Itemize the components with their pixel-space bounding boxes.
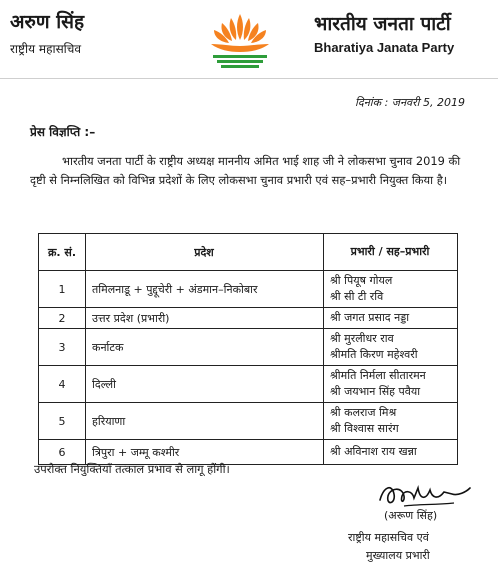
signatory-name: (अरूण सिंह) <box>384 509 438 522</box>
row-number: 1 <box>39 271 86 308</box>
table-row <box>39 308 458 329</box>
letterhead-left <box>10 10 84 57</box>
row-state: तमिलनाडू + पुद्दूचेरी + अंडमान–निकोबार <box>86 271 324 308</box>
row-number: 3 <box>39 329 86 366</box>
signatory-designation-2: मुख्यालय प्रभारी <box>366 549 430 562</box>
table-row <box>39 366 458 403</box>
incharge-name: श्री अविनाश राय खन्ना <box>330 445 417 458</box>
letterhead-right <box>314 12 454 55</box>
row-state: दिल्ली <box>86 366 324 403</box>
sender-designation: राष्ट्रीय महासचिव <box>10 42 82 56</box>
header-incharge: प्रभारी / सह–प्रभारी <box>324 234 458 271</box>
table-row <box>39 403 458 440</box>
handwritten-signature <box>374 478 474 512</box>
body-paragraph: भारतीय जनता पार्टी के राष्ट्रीय अध्यक्ष माननीय अमित भाई शाह जी ने लोकसभा चुनाव 2019 की दृष्टी से निम्नलिखित को विभिन्न प्रदेशों के लिए लोकसभा चुनाव प्रभारी एवं सह–प्रभारी नियुक्त किया है। <box>30 154 461 187</box>
header-state: प्रदेश <box>86 234 324 271</box>
row-incharge <box>324 271 458 308</box>
bjp-lotus-logo-icon <box>205 8 275 70</box>
row-state: हरियाणा <box>86 403 324 440</box>
party-name-english: Bharatiya Janata Party <box>314 40 455 55</box>
row-incharge <box>324 308 458 329</box>
incharge-name: श्रीमति निर्मला सीतारमन <box>330 369 426 382</box>
incharge-name: श्री पियूष गोयल <box>330 274 393 287</box>
row-incharge <box>324 329 458 366</box>
incharge-name: श्री कलराज मिश्र <box>330 406 397 419</box>
row-incharge <box>324 440 458 465</box>
press-release-title: प्रेस विज्ञप्ति :– <box>30 125 96 139</box>
header-serial-number: क्र. सं. <box>39 234 86 271</box>
row-number: 4 <box>39 366 86 403</box>
effective-note: उपरोक्त नियुक्तियाँ तत्काल प्रभाव से लागू होंगी। <box>34 462 230 476</box>
row-state: कर्नाटक <box>86 329 324 366</box>
row-number: 2 <box>39 308 86 329</box>
row-incharge <box>324 366 458 403</box>
incharge-name: श्री विश्वास सारंग <box>330 422 399 435</box>
row-number: 6 <box>39 440 86 465</box>
table-row <box>39 440 458 465</box>
row-number: 5 <box>39 403 86 440</box>
table-row <box>39 329 458 366</box>
incharge-name: श्री जगत प्रसाद नड्डा <box>330 311 410 324</box>
party-name-hindi: भारतीय जनता पार्टी <box>314 13 451 35</box>
table-header-row <box>39 234 458 271</box>
incharge-name: श्री जयभान सिंह पवैया <box>330 385 421 398</box>
signatory-designation: राष्ट्रीय महासचिव एवं <box>348 531 429 544</box>
header-divider <box>0 78 498 79</box>
row-state: उत्तर प्रदेश (प्रभारी) <box>86 308 324 329</box>
table-row <box>39 271 458 308</box>
incharge-name: श्रीमति किरण महेश्वरी <box>330 348 418 361</box>
row-state: त्रिपुरा + जम्मू कश्मीर <box>86 440 324 465</box>
incharge-name: श्री मुरलीधर राव <box>330 332 394 345</box>
letter-date: दिनांक : जनवरी 5, 2019 <box>355 96 466 109</box>
sender-name: अरुण सिंह <box>10 11 85 33</box>
incharge-name: श्री सी टी रवि <box>330 290 384 303</box>
row-incharge <box>324 403 458 440</box>
appointments-table <box>38 233 458 465</box>
